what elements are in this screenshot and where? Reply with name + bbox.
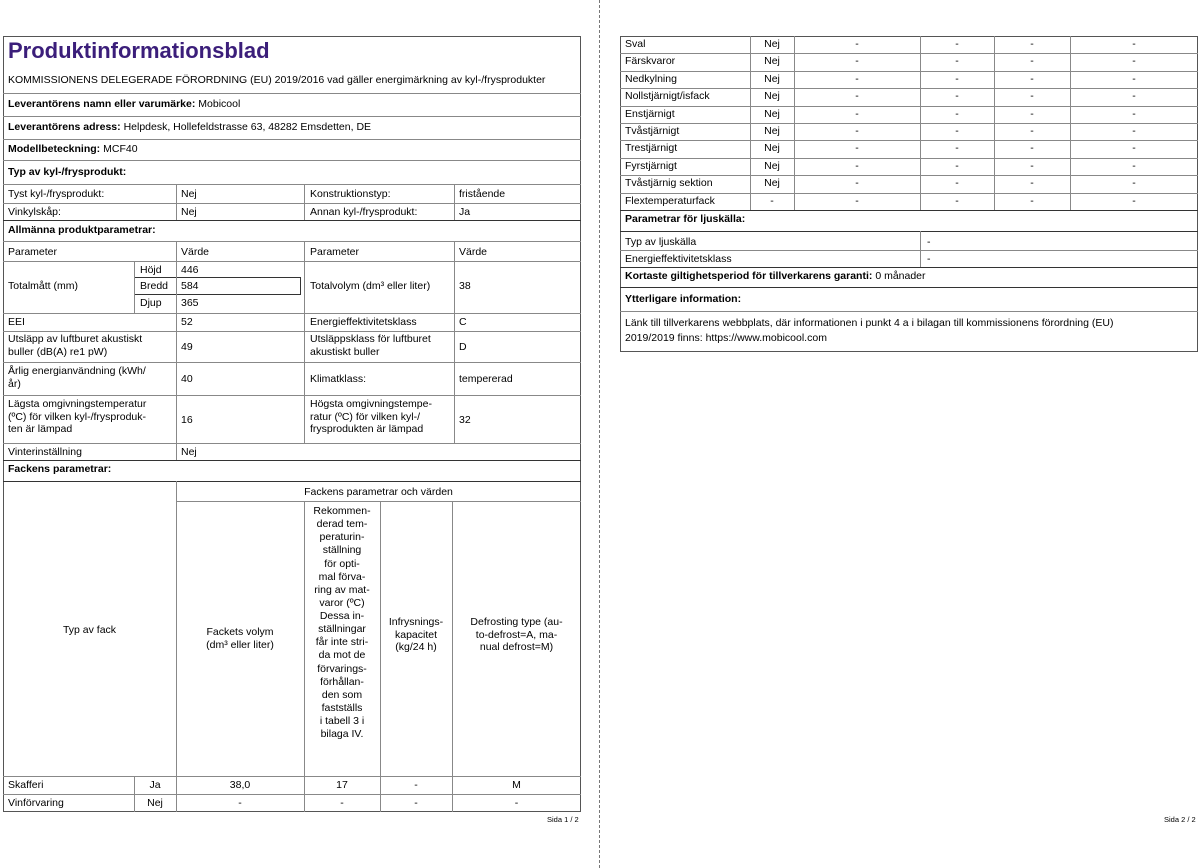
comp-row-present: Ja (149, 779, 161, 791)
supplier-value: Mobicool (198, 98, 241, 110)
comp-row-freeze: - (1030, 142, 1034, 155)
comp-row-volume: - (855, 159, 859, 172)
warranty-value: 0 månader (875, 270, 926, 282)
comp-row-temp: - (955, 107, 959, 120)
comp-row-defrost: - (1132, 159, 1136, 172)
dimension-sub-label: Bredd (140, 280, 169, 292)
dimension-sub-label: Höjd (140, 264, 162, 276)
comp-row-volume: - (855, 38, 859, 50)
supplier-label: Leverantörens namn eller varumärke: (8, 98, 196, 110)
type-heading: Typ av kyl-/frysprodukt: (8, 166, 127, 178)
comp-row-present: Nej (764, 142, 780, 155)
model-label: Modellbeteckning: (8, 143, 101, 155)
comp-row-freeze: - (1030, 194, 1034, 207)
gen-header-value: Värde (181, 246, 210, 258)
comp-row-name: Skafferi (8, 779, 44, 791)
dimension-value: 365 (181, 297, 199, 309)
comp-row-defrost: - (1132, 194, 1136, 207)
type-row-label: Tyst kyl-/frysprodukt: (8, 188, 105, 200)
comp-row-temp: - (955, 90, 959, 103)
light-row-value: - (927, 253, 931, 265)
comp-row-volume: - (855, 55, 859, 68)
gen-row-label: Högsta omgivningstempe- ratur (ºC) för vilken kyl-/ frysprodukten är lämpad (310, 398, 432, 436)
comp-row-freeze: - (1030, 72, 1034, 85)
comp-temp-header: Rekommen- derad tem- peraturin- ställning för opti- mal förva- ring av mat- varor (ºC) Dessa in- ställningar får inte stri- da mot de förvarings- förhållan- den som fastställs i tabell 3 i bilaga IV. (313, 505, 371, 741)
comp-row-defrost: - (514, 797, 519, 809)
address-row (8, 121, 371, 134)
comp-row-defrost: - (1132, 38, 1136, 50)
gen-row-label: Utsläppsklass för luftburet akustiskt buller (310, 333, 431, 358)
address-value: Helpdesk, Hollefeldstrasse 63, 48282 Emsdetten, DE (123, 121, 372, 133)
comp-row-name: Enstjärnigt (625, 107, 675, 120)
comp-row-temp: 17 (336, 779, 348, 791)
winter-value: Nej (181, 446, 197, 458)
gen-row-label: Utsläpp av luftburet akustiskt buller (dB(A) re1 pW) (8, 333, 143, 358)
comp-row-volume: - (855, 125, 859, 137)
light-row-label: Energieffektivitetsklass (625, 253, 732, 265)
comp-row-name: Vinförvaring (8, 797, 64, 809)
comp-row-temp: - (955, 142, 959, 155)
comp-row-freeze: - (1030, 55, 1034, 68)
light-heading: Parametrar för ljuskälla: (625, 213, 746, 225)
comp-freeze-header: Infrysnings- kapacitet (kg/24 h) (388, 616, 444, 654)
comp-row-volume: - (238, 797, 242, 809)
gen-header-parameter: Parameter (310, 246, 360, 258)
comp-row-volume: - (855, 194, 859, 207)
comp-group-header: Fackens parametrar och värden (304, 486, 453, 498)
comp-defrost-header: Defrosting type (au- to-defrost=A, ma- nual defrost=M) (470, 616, 563, 654)
comp-row-freeze: - (414, 779, 418, 791)
type-row-label: Annan kyl-/frysprodukt: (310, 206, 418, 218)
comp-volume-header: Fackets volym (dm³ eller liter) (206, 626, 274, 651)
comp-row-freeze: - (1030, 38, 1034, 50)
comp-row-volume: 38,0 (229, 779, 251, 791)
type-row-label: Konstruktionstyp: (310, 188, 391, 200)
comp-row-temp: - (955, 125, 959, 137)
comp-row-name: Trestjärnigt (625, 142, 678, 155)
warranty-row (625, 270, 926, 283)
comp-row-freeze: - (1030, 107, 1034, 120)
comp-row-defrost: - (1132, 90, 1136, 103)
comp-row-volume: - (855, 72, 859, 85)
gen-row-label: Lägsta omgivningstemperatur (ºC) för vilken kyl-/frysproduk- ten är lämpad (8, 398, 147, 436)
comp-row-name: Nedkylning (625, 72, 677, 85)
comp-row-present: Nej (764, 90, 780, 103)
comp-row-freeze: - (1030, 125, 1034, 137)
gen-row-value: 32 (459, 414, 471, 426)
comp-row-volume: - (855, 107, 859, 120)
gen-row-label: EEI (8, 316, 25, 328)
comp-type-header: Typ av fack (62, 624, 117, 636)
page-number: Sida 2 / 2 (1164, 815, 1196, 824)
comp-row-present: Nej (147, 797, 163, 809)
dimension-value: 446 (181, 264, 199, 276)
type-row-label: Vinkylskåp: (8, 206, 61, 218)
comp-row-present: Nej (764, 159, 780, 172)
gen-row-value: 40 (181, 373, 193, 385)
gen-row-label: Klimatklass: (310, 373, 367, 385)
model-value: MCF40 (103, 143, 138, 155)
comp-row-temp: - (955, 177, 959, 190)
winter-label: Vinterinställning (8, 446, 82, 458)
comp-row-defrost: - (1132, 142, 1136, 155)
page-1 (0, 0, 598, 868)
light-row-value: - (927, 236, 931, 248)
gen-row-value: C (459, 316, 467, 328)
gen-header-parameter: Parameter (8, 246, 58, 258)
dimension-value: 584 (181, 280, 199, 292)
comp-row-defrost: - (1132, 177, 1136, 190)
comp-row-temp: - (340, 797, 344, 809)
gen-row-value: 49 (181, 341, 193, 353)
gen-row-label: Årlig energianvändning (kWh/ år) (8, 365, 146, 390)
comp-row-present: Nej (764, 72, 780, 85)
comp-row-temp: - (955, 38, 959, 50)
comp-row-freeze: - (1030, 159, 1034, 172)
comp-row-volume: - (855, 90, 859, 103)
page-divider (599, 0, 600, 868)
total-volume-value: 38 (459, 280, 471, 292)
comp-row-volume: - (855, 142, 859, 155)
comp-row-temp: - (955, 55, 959, 68)
dimensions-label: Totalmått (mm) (8, 280, 79, 292)
comp-row-defrost: - (1132, 55, 1136, 68)
type-row-value: Ja (459, 206, 471, 218)
comp-row-defrost: - (1132, 125, 1136, 137)
comp-row-name: Nollstjärnigt/isfack (625, 90, 710, 103)
regulation-text: KOMMISSIONENS DELEGERADE FÖRORDNING (EU) 2019/2016 vad gäller energimärkning av kyl-/frysprodukter (8, 74, 546, 86)
page-number: Sida 1 / 2 (547, 815, 579, 824)
comp-row-present: Nej (764, 55, 780, 68)
page-2 (602, 0, 1200, 868)
comp-row-temp: - (955, 159, 959, 172)
comp-row-temp: - (955, 72, 959, 85)
model-row (8, 143, 138, 156)
gen-header-value: Värde (459, 246, 488, 258)
comp-row-freeze: - (1030, 90, 1034, 103)
gen-row-value: 16 (181, 414, 193, 426)
gen-row-value: 52 (181, 316, 193, 328)
comp-row-defrost: - (1132, 72, 1136, 85)
comp-row-freeze: - (1030, 177, 1034, 190)
comp-row-name: Sval (625, 38, 646, 50)
type-row-value: Nej (181, 188, 197, 200)
comp-row-defrost: M (512, 779, 521, 791)
info-text: Länk till tillverkarens webbplats, där informationen i punkt 4 a i bilagan till kommissionens förordning (EU) 2019/2019 finns: https://www.mobicool.com (625, 317, 1114, 345)
comp-row-present: Nej (764, 125, 780, 137)
total-volume-label: Totalvolym (dm³ eller liter) (310, 280, 431, 292)
type-row-value: fristående (459, 188, 506, 200)
general-heading: Allmänna produktparametrar: (8, 224, 156, 236)
comp-row-name: Fyrstjärnigt (625, 159, 677, 172)
comp-row-freeze: - (414, 797, 418, 809)
comp-row-present: Nej (764, 177, 780, 190)
comp-row-temp: - (955, 194, 959, 207)
comp-row-name: Färskvaror (625, 55, 676, 68)
comp-row-name: Tvåstjärnigt (625, 125, 680, 137)
address-label: Leverantörens adress: (8, 121, 121, 133)
comp-row-present: Nej (764, 38, 780, 50)
comp-heading: Fackens parametrar: (8, 463, 112, 475)
comp-row-present: - (770, 194, 774, 207)
document-title: Produktinformationsblad (8, 38, 270, 63)
info-heading: Ytterligare information: (625, 293, 742, 305)
dimension-sub-label: Djup (140, 297, 162, 309)
comp-row-name: Flextemperaturfack (625, 194, 715, 207)
comp-row-volume: - (855, 177, 859, 190)
comp-row-defrost: - (1132, 107, 1136, 120)
light-row-label: Typ av ljuskälla (625, 236, 697, 248)
warranty-label: Kortaste giltighetsperiod för tillverkarens garanti: (625, 270, 873, 282)
supplier-row (8, 98, 240, 111)
gen-row-value: tempererad (459, 373, 513, 385)
gen-row-label: Energieffektivitetsklass (310, 316, 417, 328)
gen-row-value: D (459, 341, 467, 353)
comp-row-present: Nej (764, 107, 780, 120)
type-row-value: Nej (181, 206, 197, 218)
comp-row-name: Tvåstjärnig sektion (625, 177, 713, 190)
